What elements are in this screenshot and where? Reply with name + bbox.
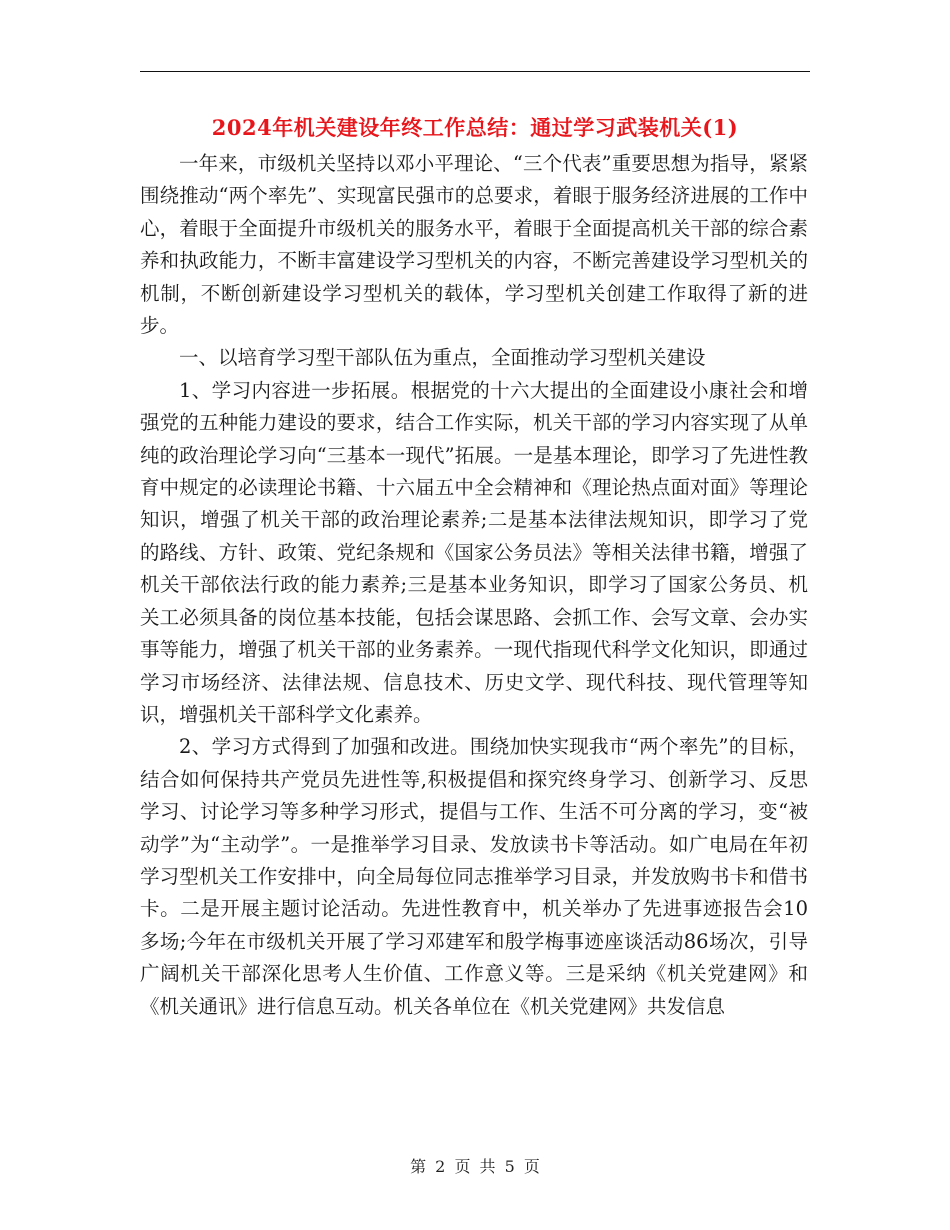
paragraph-intro: 一年来，市级机关坚持以邓小平理论、“三个代表”重要思想为指导，紧紧围绕推动“两个率先”、实现富民强市的总要求，着眼于服务经济进展的工作中心，着眼于全面提升市级机关的服务水平，着眼于全面提高机关干部的综合素养和执政能力，不断丰富建设学习型机关的内容，不断完善建设学习型机关的机制，不断创新建设学习型机关的载体，学习型机关创建工作取得了新的进步。	[140, 152, 808, 338]
document-body	[140, 148, 808, 1023]
paragraph-learning-content: 1、学习内容进一步拓展。根据党的十六大提出的全面建设小康社会和增强党的五种能力建设的要求，结合工作实际，机关干部的学习内容实现了从单纯的政治理论学习向“三基本一现代”拓展。一是基本理论，即学习了先进性教育中规定的必读理论书籍、十六届五中全会精神和《理论热点面对面》等理论知识，增强了机关干部的政治理论素养;二是基本法律法规知识，即学习了党的路线、方针、政策、党纪条规和《国家公务员法》等相关法律书籍，增强了机关干部依法行政的能力素养;三是基本业务知识，即学习了国家公务员、机关工必须具备的岗位基本技能，包括会谋思路、会抓工作、会写文章、会办实事等能力，增强了机关干部的业务素养。一现代指现代科学文化知识，即通过学习市场经济、法律法规、信息技术、历史文学、现代科技、现代管理等知识，增强机关干部科学文化素养。	[140, 378, 808, 726]
paragraph-learning-methods: 2、学习方式得到了加强和改进。围绕加快实现我市“两个率先”的目标，结合如何保持共产党员先进性等,积极提倡和探究终身学习、创新学习、反思学习、讨论学习等多种学习形式，提倡与工作、生活不可分离的学习，变“被动学”为“主动学”。一是推举学习目录、发放读书卡等活动。如广电局在年初学习型机关工作安排中，向全局每位同志推举学习目录，并发放购书卡和借书卡。二是开展主题讨论活动。先进性教育中，机关举办了先进事迹报告会10多场;今年在市级机关开展了学习邓建军和殷学梅事迹座谈活动86场次，引导广阔机关干部深化思考人生价值、工作意义等。三是采纳《机关党建网》和《机关通讯》进行信息互动。机关各单位在《机关党建网》共发信息	[140, 735, 808, 1018]
page-number-footer: 第 2 页 共 5 页	[410, 1157, 540, 1176]
document-title: 2024年机关建设年终工作总结：通过学习武装机关(1)	[211, 115, 739, 140]
header-rule	[140, 71, 810, 72]
section-heading-1: 一、以培育学习型干部队伍为重点，全面推动学习型机关建设	[179, 346, 706, 370]
